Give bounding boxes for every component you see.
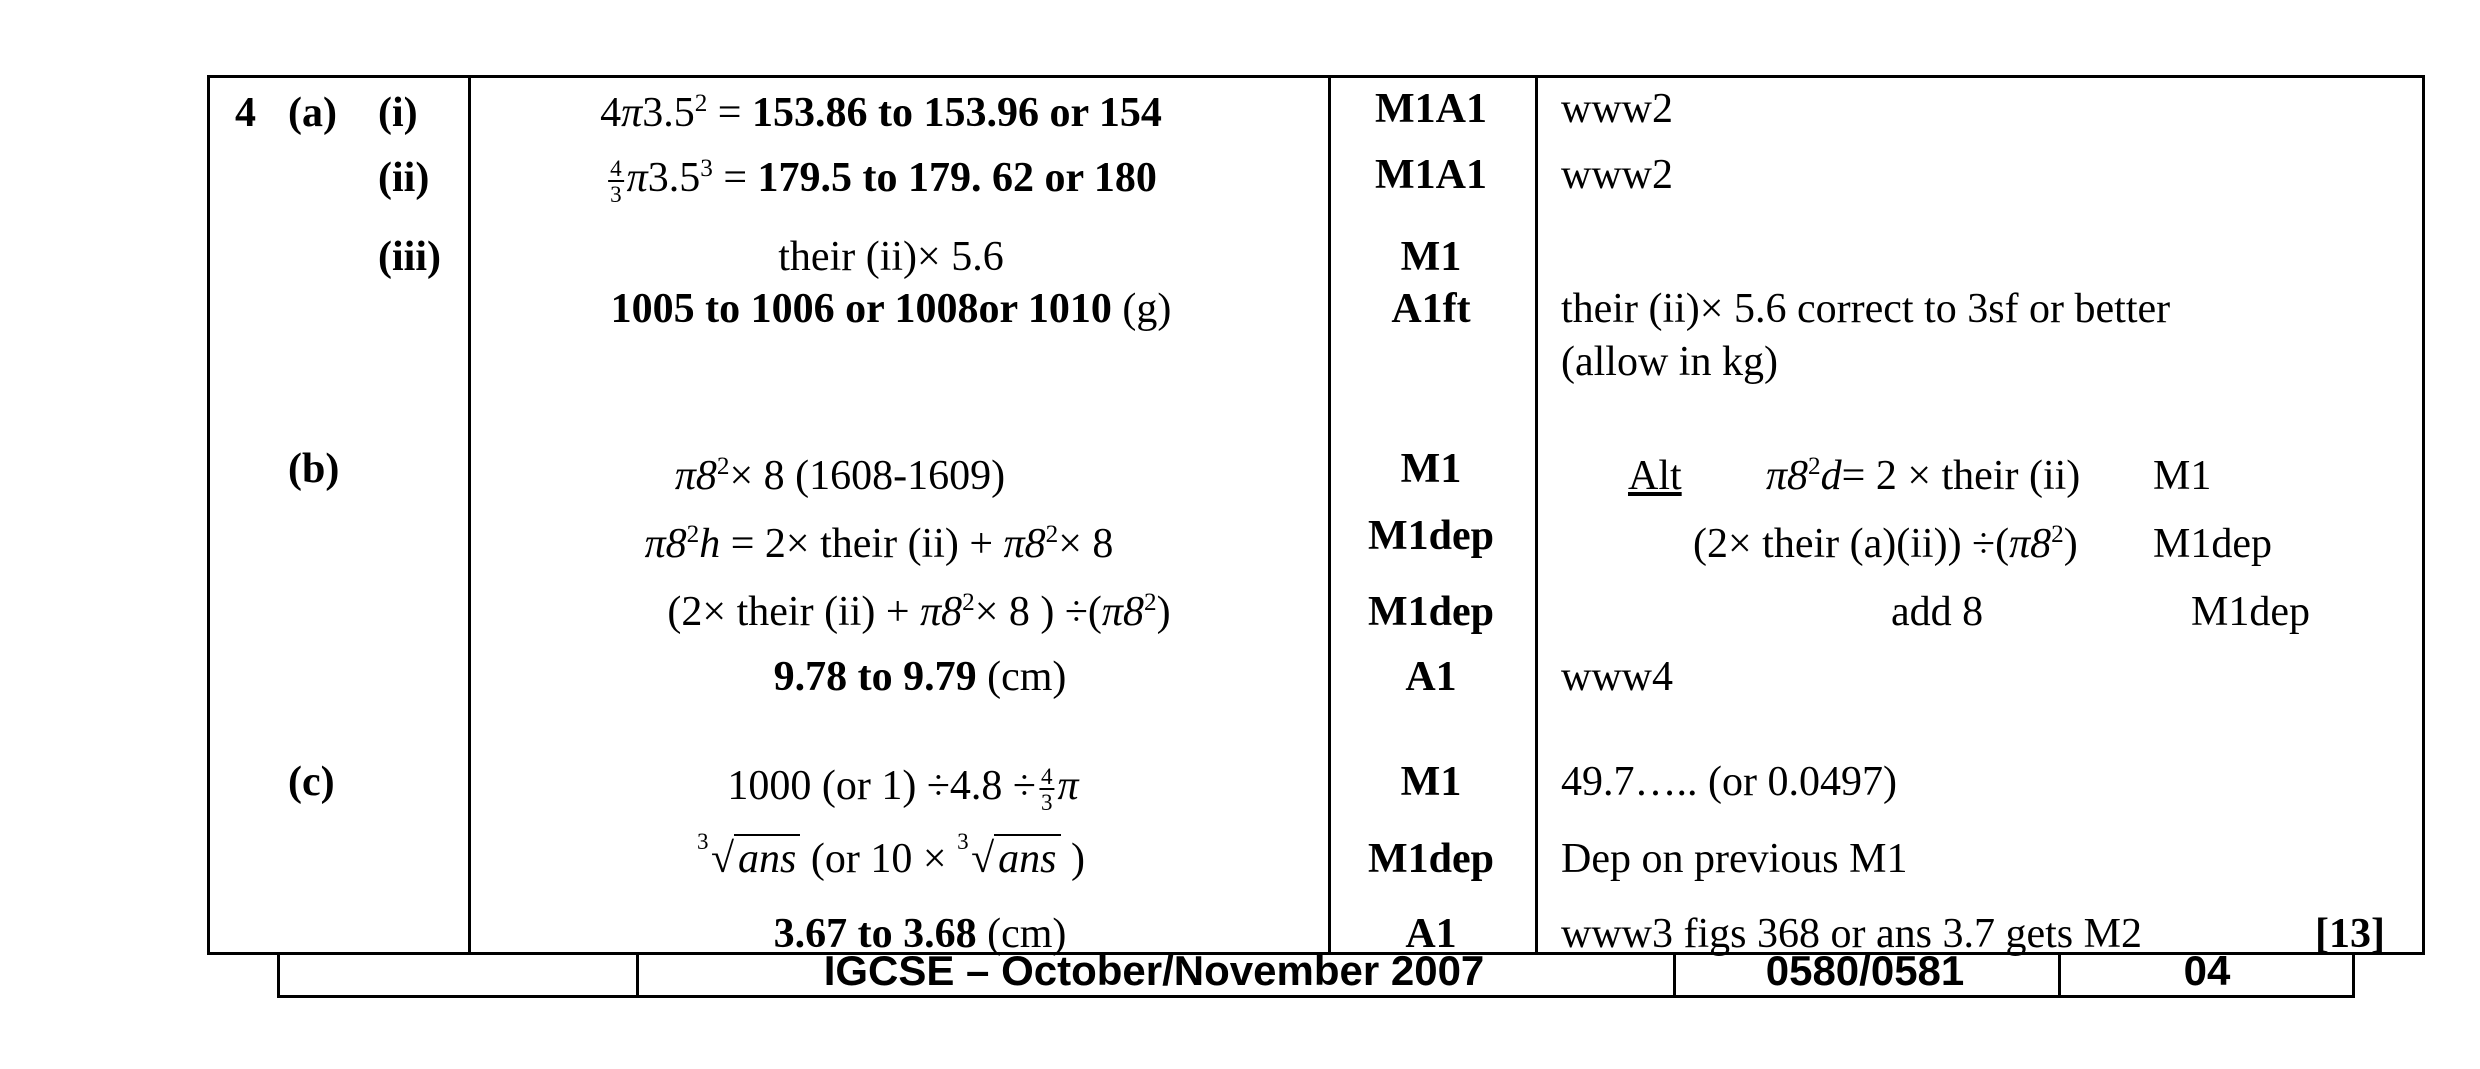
note-a-ii: www2 xyxy=(1561,152,1673,198)
note-a-iii-line1: their (ii)× 5.6 correct to 3sf or better xyxy=(1561,286,2171,332)
part-label-a-ii: (ii) xyxy=(378,155,430,201)
column-divider xyxy=(1328,78,1331,952)
answer-b-3: (2× their $(ii) + \pi 8^2\times 8$ ) $\div(\pi 8^2)$ xyxy=(667,589,1171,635)
answer-a-i: $4\pi 3.5^2 = 153.86$ to 153.96 or 154 xyxy=(600,90,1162,136)
part-label-b: (b) xyxy=(288,446,340,492)
mark-c-2: M1dep xyxy=(1368,836,1494,882)
question-total: [13] xyxy=(2315,911,2385,957)
footer-paper-number: 04 xyxy=(2183,947,2231,994)
mark-c-3: A1 xyxy=(1405,911,1457,957)
answer-a-ii: $\frac{4}{3}$ $\pi 3.5^3 = 179.5$ to 179. 62 or 180 xyxy=(610,154,1157,208)
mark-scheme-table xyxy=(207,75,2425,955)
fraction: $\frac{4}{3}$ xyxy=(1040,763,1053,816)
footer-exam-session: IGCSE – October/November 2007 xyxy=(823,947,1485,994)
part-label-a: (a) xyxy=(288,90,337,136)
alt-b-3: add 8 xyxy=(1891,589,1984,635)
answer-c-1: 1000 (or 1) ÷4.8 ÷ $\frac{4}{3}$ π xyxy=(727,762,1079,816)
mark-a-iii-method: M1 xyxy=(1400,234,1462,280)
footer-divider xyxy=(2058,955,2061,995)
cube-root: 3 √ans xyxy=(957,838,1060,880)
note-c-3: www3 figs 368 or ans 3.7 gets M2 xyxy=(1561,911,2142,957)
mark-b-3: M1dep xyxy=(1368,589,1494,635)
cube-root: 3 √ans xyxy=(697,838,800,880)
mark-a-ii: M1A1 xyxy=(1375,152,1487,198)
alt-b-2: (2× their $(a)(ii)) \div(\pi 8^2)$ xyxy=(1693,521,2078,567)
mark-a-iii-result: A1ft xyxy=(1391,286,1471,332)
note-a-i: www2 xyxy=(1561,86,1673,132)
part-label-c: (c) xyxy=(288,759,335,805)
alt-label: Alt xyxy=(1628,453,1682,499)
note-a-iii-line2: (allow in kg) xyxy=(1561,339,1778,385)
column-divider xyxy=(1535,78,1538,952)
alt-mark-b-1: M1 xyxy=(2153,453,2212,499)
page-footer-header xyxy=(277,947,2355,998)
answer-b-1: $\pi 8^2\times 8$ (1608-1609) xyxy=(674,453,1006,499)
answer-b-2: $\pi 8^2h = 2\times$ their $(ii) + \pi 8^2\times 8$ xyxy=(644,521,1114,567)
answer-c-3: 3.67 to 3.68 (cm) xyxy=(773,911,1067,957)
note-c-2: Dep on previous M1 xyxy=(1561,836,1908,882)
fraction: $\frac{4}{3}$ xyxy=(610,155,622,208)
footer-divider xyxy=(1673,955,1676,995)
footer-syllabus-code: 0580/0581 xyxy=(1765,947,1965,994)
mark-c-1: M1 xyxy=(1400,759,1462,805)
footer-divider xyxy=(636,955,639,995)
answer-a-iii-method: their (ii)× 5.6 xyxy=(778,234,1004,280)
mark-b-1: M1 xyxy=(1400,446,1462,492)
alt-mark-b-2: M1dep xyxy=(2153,521,2272,567)
mark-a-i: M1A1 xyxy=(1375,86,1487,132)
alt-mark-b-3: M1dep xyxy=(2191,589,2310,635)
column-divider xyxy=(468,78,471,952)
question-number: 4 xyxy=(235,90,256,136)
mark-b-4: A1 xyxy=(1405,654,1457,700)
note-c-1: 49.7….. (or 0.0497) xyxy=(1561,759,1897,805)
mark-b-2: M1dep xyxy=(1368,513,1494,559)
part-label-a-iii: (iii) xyxy=(378,234,441,280)
part-label-a-i: (i) xyxy=(378,90,418,136)
answer-a-iii-result: 1005 to 1006 or 1008or 1010 (g) xyxy=(610,286,1172,332)
note-b-4: www4 xyxy=(1561,654,1673,700)
alt-b-1: $\pi 8^2d= 2$ × their (ii) xyxy=(1766,453,2081,499)
answer-b-4: 9.78 to 9.79 (cm) xyxy=(773,654,1067,700)
answer-c-2: 3 √ans (or 10 × 3 √ans ) xyxy=(696,828,1086,882)
